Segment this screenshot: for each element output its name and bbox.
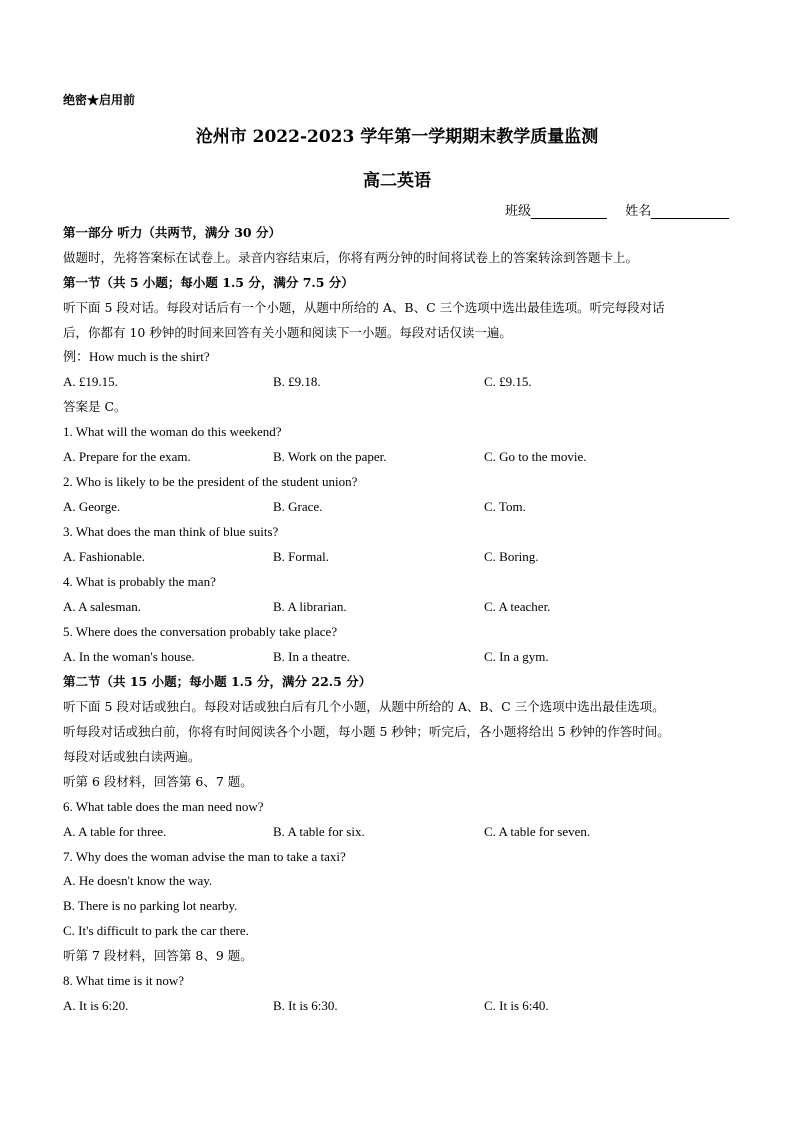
question-1: 1. What will the woman do this weekend?	[63, 424, 282, 439]
q7-option-a: A. He doesn't know the way.	[63, 873, 213, 888]
q1-option-a: A. Prepare for the exam.	[63, 449, 191, 464]
question-3: 3. What does the man think of blue suits?	[63, 524, 279, 539]
question-4: 4. What is probably the man?	[63, 574, 216, 589]
example-option-b: B. £9.18.	[273, 374, 321, 389]
q7-option-b: B. There is no parking lot nearby.	[63, 898, 238, 913]
question-8: 8. What time is it now?	[63, 973, 185, 988]
question-5: 5. Where does the conversation probably take place?	[63, 624, 338, 639]
question-2: 2. Who is likely to be the president of the student union?	[63, 474, 358, 489]
q6-option-c: C. A table for seven.	[484, 824, 591, 839]
example-option-a: A. £19.15.	[63, 374, 118, 389]
section2-instructions-line2: 听每段对话或独白前，你将有时间阅读各个小题，每小题 5 秒钟；听完后，各小题将给出 5 秒钟的作答时间。	[63, 724, 670, 739]
q1-option-c: C. Go to the movie.	[484, 449, 587, 464]
confidential-label: 绝密★启用前	[63, 93, 136, 107]
q5-option-b: B. In a theatre.	[273, 649, 350, 664]
example-answer: 答案是 C。	[63, 399, 127, 414]
example-option-c: C. £9.15.	[484, 374, 532, 389]
q5-option-a: A. In the woman's house.	[63, 649, 195, 664]
section2-instructions-line3: 每段对话或独白读两遍。	[63, 749, 201, 764]
name-blank[interactable]	[651, 205, 729, 219]
section2-heading: 第二节（共 15 小题；每小题 1.5 分，满分 22.5 分）	[63, 674, 372, 689]
question-6: 6. What table does the man need now?	[63, 799, 264, 814]
class-blank[interactable]	[531, 205, 607, 219]
section1-heading: 第一节（共 5 小题；每小题 1.5 分，满分 7.5 分）	[63, 275, 354, 290]
q8-option-a: A. It is 6:20.	[63, 998, 129, 1013]
exam-title: 沧州市 2022-2023 学年第一学期期末教学质量监测	[195, 127, 599, 147]
q8-option-b: B. It is 6:30.	[273, 998, 338, 1013]
q2-option-a: A. George.	[63, 499, 121, 514]
part1-heading: 第一部分 听力（共两节，满分 30 分）	[63, 225, 281, 240]
q3-option-b: B. Formal.	[273, 549, 329, 564]
q7-option-c: C. It's difficult to park the car there.	[63, 923, 249, 938]
class-name-fields	[505, 200, 729, 219]
q2-option-c: C. Tom.	[484, 499, 526, 514]
exam-subtitle: 高二英语	[363, 171, 431, 191]
q4-option-a: A. A salesman.	[63, 599, 141, 614]
q5-option-c: C. In a gym.	[484, 649, 549, 664]
section1-instructions-line1: 听下面 5 段对话。每段对话后有一个小题，从题中所给的 A、B、C 三个选项中选出最佳选项。听完每段对话	[63, 300, 665, 315]
q4-option-b: B. A librarian.	[273, 599, 347, 614]
q4-option-c: C. A teacher.	[484, 599, 551, 614]
material-7-label: 听第 7 段材料，回答第 8、9 题。	[63, 948, 253, 963]
section1-instructions-line2: 后，你都有 10 秒钟的时间来回答有关小题和阅读下一小题。每段对话仅读一遍。	[63, 325, 512, 340]
example-question: 例：How much is the shirt?	[63, 349, 210, 364]
material-6-label: 听第 6 段材料，回答第 6、7 题。	[63, 774, 253, 789]
q3-option-c: C. Boring.	[484, 549, 539, 564]
q2-option-b: B. Grace.	[273, 499, 323, 514]
q6-option-a: A. A table for three.	[63, 824, 167, 839]
q8-option-c: C. It is 6:40.	[484, 998, 549, 1013]
q1-option-b: B. Work on the paper.	[273, 449, 387, 464]
section2-instructions-line1: 听下面 5 段对话或独白。每段对话或独白后有几个小题，从题中所给的 A、B、C 三个选项中选出最佳选项。	[63, 699, 665, 714]
class-label: 班级	[505, 204, 532, 219]
q6-option-b: B. A table for six.	[273, 824, 365, 839]
question-7: 7. Why does the woman advise the man to take a taxi?	[63, 849, 346, 864]
q3-option-a: A. Fashionable.	[63, 549, 145, 564]
part1-instructions: 做题时，先将答案标在试卷上。录音内容结束后，你将有两分钟的时间将试卷上的答案转涂到答题卡上。	[63, 250, 639, 265]
name-label: 姓名	[625, 204, 652, 219]
